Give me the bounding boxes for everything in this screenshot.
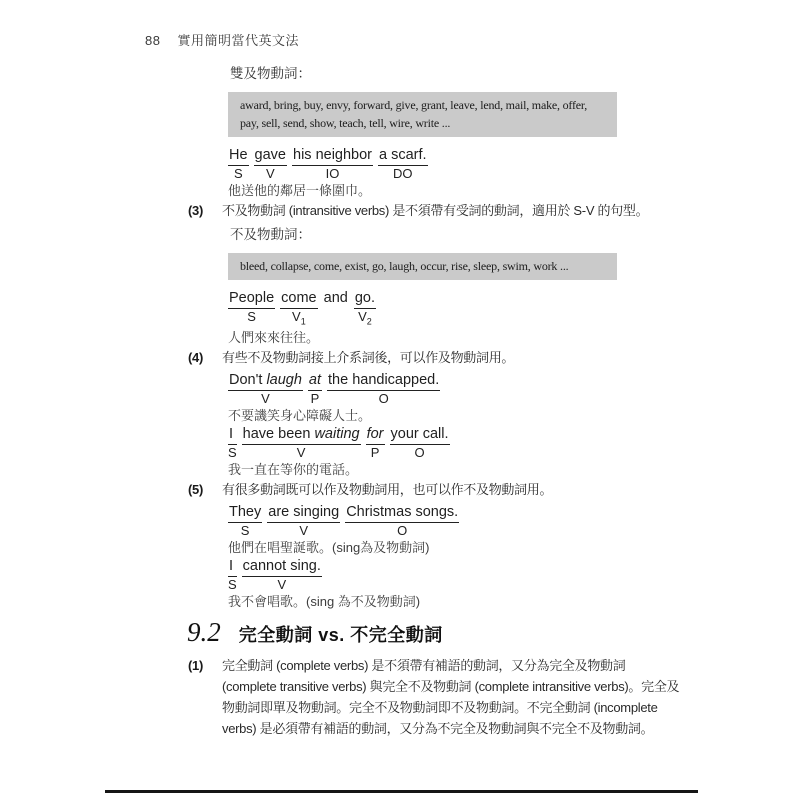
grammar-label-text: V bbox=[261, 390, 270, 406]
word: the handicapped. bbox=[328, 371, 440, 388]
word: a scarf. bbox=[379, 147, 427, 163]
sentence-segment bbox=[323, 290, 349, 325]
book-title: 實用簡明當代英文法 bbox=[177, 33, 299, 48]
grammar-label bbox=[292, 166, 373, 182]
grammar-label-text: S bbox=[233, 166, 243, 181]
word: He bbox=[229, 147, 248, 163]
segment-text bbox=[254, 147, 287, 166]
sentence-segment bbox=[378, 147, 428, 182]
word: have been bbox=[242, 425, 315, 442]
word: laugh bbox=[266, 371, 302, 388]
numbered-item bbox=[188, 348, 682, 368]
content bbox=[188, 64, 682, 743]
segment-text bbox=[242, 426, 361, 445]
segment-text bbox=[228, 504, 262, 523]
verb-group-label: 雙及物動詞： bbox=[230, 66, 311, 81]
grammar-label bbox=[354, 309, 376, 329]
word: are singing bbox=[268, 503, 340, 520]
word: gave bbox=[254, 147, 286, 163]
sentence-row bbox=[228, 426, 682, 461]
sentence-segment bbox=[280, 290, 317, 329]
segment-text bbox=[228, 147, 249, 166]
grammar-label-text: DO bbox=[393, 166, 413, 181]
page-number: 88 bbox=[145, 33, 161, 48]
segment-text bbox=[366, 426, 385, 445]
sentence-segment bbox=[228, 147, 249, 182]
segment-text bbox=[228, 558, 237, 577]
grammar-label-text: V bbox=[358, 309, 367, 324]
grammar-label bbox=[308, 391, 322, 407]
verb-group-label: 不及物動詞： bbox=[230, 227, 311, 242]
grammar-label bbox=[242, 445, 361, 461]
segment-text bbox=[280, 290, 317, 309]
sentence-segment bbox=[228, 426, 237, 461]
grammar-label-text: S bbox=[228, 444, 237, 460]
verb-list-box: bleed, collapse, come, exist, go, laugh, occur, rise, sleep, swim, work ... bbox=[228, 253, 617, 280]
item-text: 不及物動詞 (intransitive verbs) 是不須帶有受詞的動詞，適用於 S-V 的句型。 bbox=[222, 203, 649, 218]
grammar-label bbox=[228, 166, 249, 182]
item-number: (1) bbox=[188, 657, 203, 673]
sentence-segment bbox=[228, 558, 237, 593]
word: Christmas songs. bbox=[346, 503, 459, 520]
page-header bbox=[145, 30, 299, 49]
word: come bbox=[281, 290, 317, 306]
item-text: 完全動詞 (complete verbs) 是不須帶有補語的動詞，又分為完全及物動詞 (complete transitive verbs) 與完全不及物動詞 (complete intransitive verbs)。完全及物動詞即單及物動詞。完全不及物動詞即不及物動詞。不完全動詞 (incomplete verbs) 是必須帶有補語的動詞，又分為不完全及物動詞與不完全不及物動詞。 bbox=[222, 657, 680, 736]
segment-text bbox=[242, 558, 322, 577]
example-sentence-block bbox=[228, 426, 682, 477]
chinese-translation: 不要譏笑身心障礙人士。 bbox=[228, 407, 372, 423]
segment-text bbox=[228, 290, 275, 309]
segment-text bbox=[228, 372, 303, 391]
segment-text bbox=[323, 290, 349, 309]
segment-text bbox=[228, 426, 237, 445]
item-number: (4) bbox=[188, 349, 203, 365]
grammar-label-text: IO bbox=[325, 166, 340, 181]
word: People bbox=[229, 290, 275, 306]
segment-text bbox=[378, 147, 428, 166]
grammar-label bbox=[280, 309, 317, 329]
segment-text bbox=[292, 147, 373, 166]
item-number: (3) bbox=[188, 203, 203, 218]
word: for bbox=[366, 425, 384, 442]
grammar-label bbox=[327, 391, 440, 407]
chinese-translation: 他送他的鄰居一條圍巾。 bbox=[228, 183, 372, 198]
numbered-item bbox=[188, 655, 682, 739]
sentence-segment bbox=[242, 426, 361, 461]
sentence-segment bbox=[366, 426, 385, 461]
grammar-label bbox=[345, 523, 459, 539]
grammar-label bbox=[228, 445, 237, 461]
sentence-row bbox=[228, 504, 682, 539]
sentence-segment bbox=[267, 504, 340, 539]
grammar-label bbox=[228, 577, 237, 593]
sentence-segment bbox=[354, 290, 376, 329]
segment-text bbox=[308, 372, 322, 391]
example-sentence-block bbox=[228, 290, 682, 345]
segment-text bbox=[345, 504, 459, 523]
sentence-row bbox=[228, 558, 682, 593]
example-sentence-block bbox=[228, 558, 682, 609]
sentence-segment bbox=[327, 372, 440, 407]
grammar-label bbox=[228, 309, 275, 325]
grammar-label-text: O bbox=[414, 444, 425, 460]
numbered-item bbox=[188, 201, 682, 221]
footer-divider-bar bbox=[105, 790, 698, 793]
word: I bbox=[229, 557, 234, 574]
grammar-label bbox=[228, 523, 262, 539]
example-sentence-block bbox=[228, 147, 682, 198]
sentence-segment bbox=[390, 426, 450, 461]
word: go. bbox=[354, 290, 375, 306]
word: I bbox=[229, 425, 234, 442]
section-heading bbox=[187, 617, 682, 647]
grammar-label-text: O bbox=[397, 522, 408, 538]
segment-text bbox=[354, 290, 376, 309]
grammar-label-subscript: 2 bbox=[366, 316, 372, 327]
grammar-label bbox=[366, 445, 385, 461]
segment-text bbox=[327, 372, 440, 391]
grammar-label-text: P bbox=[310, 390, 320, 406]
sentence-segment bbox=[228, 290, 275, 325]
grammar-label-text: P bbox=[370, 444, 380, 460]
grammar-label bbox=[267, 523, 340, 539]
segment-text bbox=[390, 426, 450, 445]
chinese-translation: 我一直在等你的電話。 bbox=[228, 461, 359, 477]
sentence-segment bbox=[228, 504, 262, 539]
grammar-label-text: V bbox=[265, 166, 275, 181]
section-number: 9.2 bbox=[187, 616, 221, 647]
segment-text bbox=[267, 504, 340, 523]
grammar-label-text: V bbox=[277, 576, 287, 592]
grammar-label bbox=[390, 445, 450, 461]
word: They bbox=[229, 503, 262, 520]
sentence-segment bbox=[308, 372, 322, 407]
sentence-segment bbox=[254, 147, 287, 182]
grammar-label bbox=[228, 391, 303, 407]
grammar-label bbox=[323, 309, 349, 325]
sentence-row bbox=[228, 372, 682, 407]
item-text: 有些不及物動詞接上介系詞後，可以作及物動詞用。 bbox=[222, 349, 515, 365]
grammar-label bbox=[254, 166, 287, 182]
sentence-segment bbox=[228, 372, 303, 407]
sentence-segment bbox=[242, 558, 322, 593]
chinese-translation: 他們在唱聖誕歌。(sing為及物動詞) bbox=[228, 539, 430, 555]
grammar-label-text: S bbox=[228, 576, 237, 592]
sentence-segment bbox=[345, 504, 459, 539]
grammar-label-text: V bbox=[299, 522, 309, 538]
grammar-label bbox=[242, 577, 322, 593]
grammar-label-text: S bbox=[240, 522, 250, 538]
word: at bbox=[308, 371, 322, 388]
word: cannot sing. bbox=[242, 557, 321, 574]
word: Don't bbox=[229, 371, 267, 388]
verb-list-box: award, bring, buy, envy, forward, give, grant, leave, lend, mail, make, offer, pay, sell, send, show, teach, tell, wire, write ... bbox=[228, 92, 617, 137]
word: his neighbor bbox=[293, 147, 372, 163]
sentence-row bbox=[228, 290, 682, 329]
grammar-label-text: O bbox=[378, 390, 389, 406]
section-title: 完全動詞 vs. 不完全動詞 bbox=[238, 624, 443, 645]
item-text: 有很多動詞既可以作及物動詞用，也可以作不及物動詞用。 bbox=[222, 481, 553, 497]
grammar-label-text: V bbox=[292, 309, 301, 324]
grammar-label-text: S bbox=[247, 309, 256, 324]
chinese-translation: 我不會唱歌。(sing 為不及物動詞) bbox=[228, 593, 421, 609]
example-sentence-block bbox=[228, 504, 682, 555]
item-number: (5) bbox=[188, 481, 203, 497]
chinese-translation: 人們來來往往。 bbox=[228, 329, 320, 345]
grammar-label-text: V bbox=[296, 444, 306, 460]
grammar-label-subscript: 1 bbox=[300, 316, 306, 327]
numbered-item bbox=[188, 480, 682, 500]
example-sentence-block bbox=[228, 372, 682, 423]
word: your call. bbox=[390, 425, 449, 442]
grammar-label bbox=[378, 166, 428, 182]
word: and bbox=[323, 290, 348, 306]
sentence-row bbox=[228, 147, 682, 182]
word: waiting bbox=[314, 425, 360, 442]
sentence-segment bbox=[292, 147, 373, 182]
